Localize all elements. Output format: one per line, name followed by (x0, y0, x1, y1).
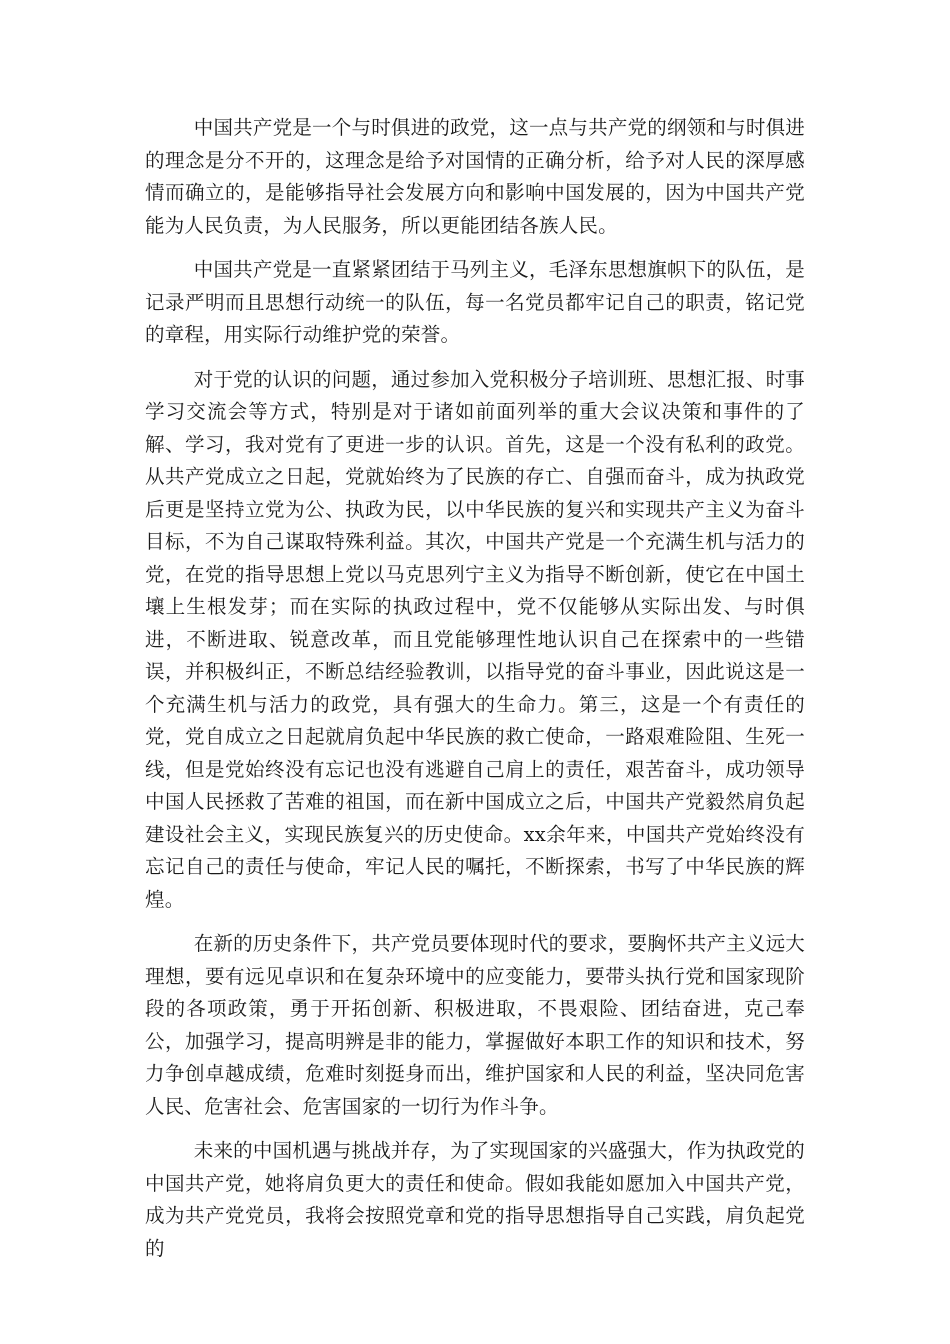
paragraph-2: 中国共产党是一直紧紧团结于马列主义，毛泽东思想旗帜下的队伍，是记录严明而且思想行动统一的队伍，每一名党员都牢记自己的职责，铭记党的章程，用实际行动维护党的荣誉。 (145, 258, 805, 346)
paragraph-3: 对于党的认识的问题，通过参加入党积极分子培训班、思想汇报、时事学习交流会等方式，特别是对于诸如前面列举的重大会议决策和事件的了解、学习，我对党有了更进一步的认识。首先，这是一个没有私利的政党。从共产党成立之日起，党就始终为了民族的存亡、自强而奋斗，成为执政党后更是坚持立党为公、执政为民，以中华民族的复兴和实现共产主义为奋斗目标，不为自己谋取特殊利益。其次，中国共产党是一个充满生机与活力的党，在党的指导思想上党以马克思列宁主义为指导不断创新，使它在中国土壤上生根发芽；而在实际的执政过程中，党不仅能够从实际出发、与时俱进，不断进取、锐意改革，而且党能够理性地认识自己在探索中的一些错误，并积极纠正，不断总结经验教训，以指导党的奋斗事业，因此说这是一个充满生机与活力的政党，具有强大的生命力。第三，这是一个有责任的党，党自成立之日起就肩负起中华民族的救亡使命，一路艰难险阻、生死一线，但是党始终没有忘记也没有逃避自己肩上的责任，艰苦奋斗，成功领导中国人民拯救了苦难的祖国，而在新中国成立之后，中国共产党毅然肩负起建设社会主义，实现民族复兴的历史使命。xx余年来，中国共产党始终没有忘记自己的责任与使命，牢记人民的嘱托，不断探索，书写了中华民族的辉煌。 (145, 367, 805, 911)
paragraph-1: 中国共产党是一个与时俱进的政党，这一点与共产党的纲领和与时俱进的理念是分不开的，这理念是给予对国情的正确分析，给予对人民的深厚感情而确立的，是能够指导社会发展方向和影响中国发展的，因为中国共产党能为人民负责，为人民服务，所以更能团结各族人民。 (145, 116, 805, 237)
document-body (145, 112, 805, 1277)
paragraph-5: 未来的中国机遇与挑战并存，为了实现国家的兴盛强大，作为执政党的中国共产党，她将肩负更大的责任和使命。假如我能如愿加入中国共产党，成为共产党党员，我将会按照党章和党的指导思想指导自己实践，肩负起党的 (145, 1139, 805, 1260)
paragraph-4: 在新的历史条件下，共产党员要体现时代的要求，要胸怀共产主义远大理想，要有远见卓识和在复杂环境中的应变能力，要带头执行党和国家现阶段的各项政策，勇于开拓创新、积极进取，不畏艰险、团结奋进，克己奉公，加强学习，提高明辨是非的能力，掌握做好本职工作的知识和技术，努力争创卓越成绩，危难时刻挺身而出，维护国家和人民的利益，坚决同危害人民、危害社会、危害国家的一切行为作斗争。 (145, 932, 805, 1118)
